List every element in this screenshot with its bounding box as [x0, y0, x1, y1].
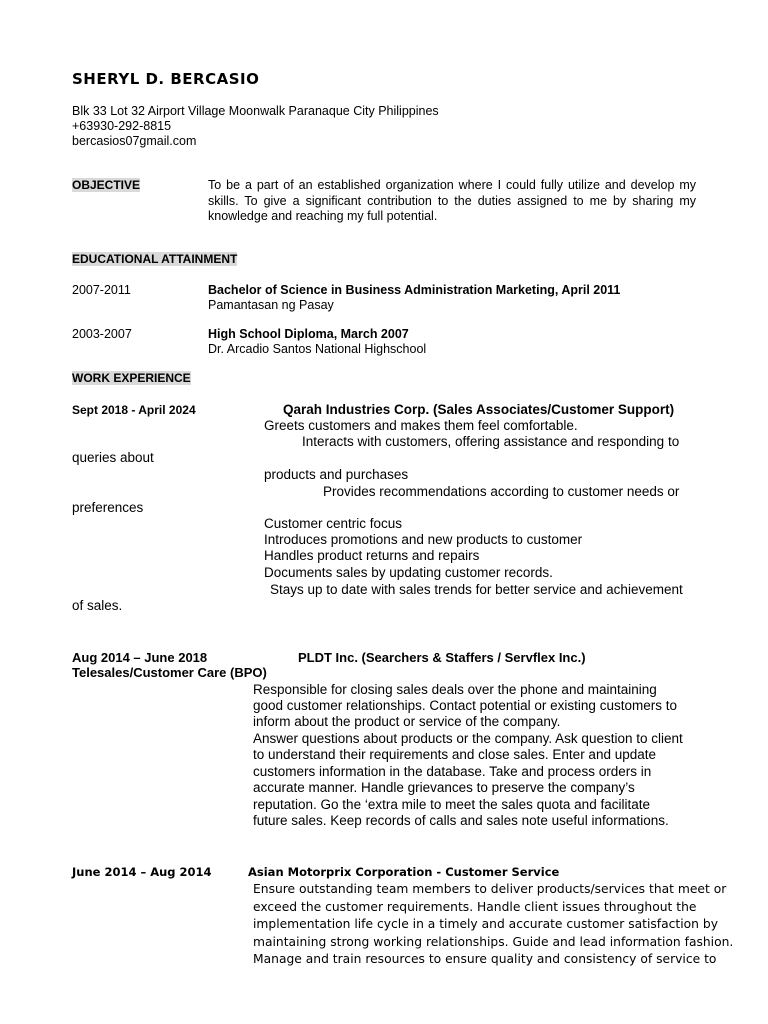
- job1-line: queries about: [72, 450, 154, 465]
- job3-line: exceed the customer requirements. Handle client issues throughout the: [253, 900, 697, 914]
- job3-line: Manage and train resources to ensure quality and consistency of service to: [253, 952, 717, 966]
- job3-title: Asian Motorprix Corporation - Customer Service: [248, 865, 560, 879]
- job1-line: Customer centric focus: [264, 516, 403, 531]
- job1-line: preferences: [72, 500, 144, 515]
- job2-line: future sales. Keep records of calls and sales note useful informations.: [253, 813, 669, 828]
- job2-line: to understand their requirements and close sales. Enter and update: [253, 747, 657, 762]
- job1-line: Interacts with customers, offering assistance and responding to: [302, 434, 680, 449]
- work-heading: WORK EXPERIENCE: [72, 371, 191, 385]
- education-degree-2: High School Diploma, March 2007: [208, 327, 409, 341]
- job2-company: PLDT Inc. (Searchers & Staffers / Servflex Inc.): [298, 650, 586, 665]
- job1-line: Greets customers and makes them feel comfortable.: [264, 418, 578, 433]
- job3-line: Ensure outstanding team members to deliver products/services that meet or: [253, 882, 727, 896]
- job2-role: Telesales/Customer Care (BPO): [72, 665, 267, 680]
- job1-title: Qarah Industries Corp. (Sales Associates/Customer Support): [283, 402, 675, 417]
- job2-line: accurate manner. Handle grievances to preserve the company’s: [253, 780, 635, 795]
- job1-line: Documents sales by updating customer records.: [264, 565, 553, 580]
- job1-line: Handles product returns and repairs: [264, 548, 480, 563]
- job2-line: Answer questions about products or the company. Ask question to client: [253, 731, 683, 746]
- job3-line: maintaining strong working relationships. Guide and lead information fashion.: [253, 935, 734, 949]
- education-degree-1: Bachelor of Science in Business Administration Marketing, April 2011: [208, 283, 621, 297]
- candidate-name: SHERYL D. BERCASIO: [72, 70, 260, 88]
- objective-heading: OBJECTIVE: [72, 178, 141, 192]
- job1-line: Stays up to date with sales trends for better service and achievement: [270, 582, 683, 597]
- education-years-1: 2007-2011: [72, 283, 131, 297]
- job1-dates: Sept 2018 - April 2024: [72, 403, 196, 417]
- objective-text: To be a part of an established organization where I could fully utilize and develop my skills. To give a significant contribution to the duties assigned to me by sharing my knowledge and reaching my full potential.: [208, 178, 696, 223]
- job2-line: Responsible for closing sales deals over the phone and maintaining: [253, 682, 657, 697]
- education-school-2: Dr. Arcadio Santos National Highschool: [208, 342, 427, 356]
- job1-line: Introduces promotions and new products to customer: [264, 532, 583, 547]
- contact-email: bercasios07gmail.com: [72, 134, 197, 148]
- job2-line: reputation. Go the ‘extra mile to meet the sales quota and facilitate: [253, 797, 650, 812]
- job1-line: Provides recommendations according to customer needs or: [323, 484, 680, 499]
- contact-address: Blk 33 Lot 32 Airport Village Moonwalk Paranaque City Philippines: [72, 104, 439, 118]
- job1-line: products and purchases: [264, 467, 409, 482]
- job2-line: customers information in the database. Take and process orders in: [253, 764, 652, 779]
- contact-phone: +63930-292-8815: [72, 119, 172, 133]
- education-years-2: 2003-2007: [72, 327, 132, 341]
- job2-dates: Aug 2014 – June 2018: [72, 650, 208, 665]
- job3-dates: June 2014 – Aug 2014: [72, 865, 212, 879]
- job3-line: implementation life cycle in a timely and accurate customer satisfaction by: [253, 917, 718, 931]
- education-heading: EDUCATIONAL ATTAINMENT: [72, 252, 238, 266]
- job2-line: inform about the product or service of the company.: [253, 714, 561, 729]
- job2-line: good customer relationships. Contact potential or existing customers to: [253, 698, 677, 713]
- education-school-1: Pamantasan ng Pasay: [208, 298, 334, 312]
- job1-line: of sales.: [72, 598, 123, 613]
